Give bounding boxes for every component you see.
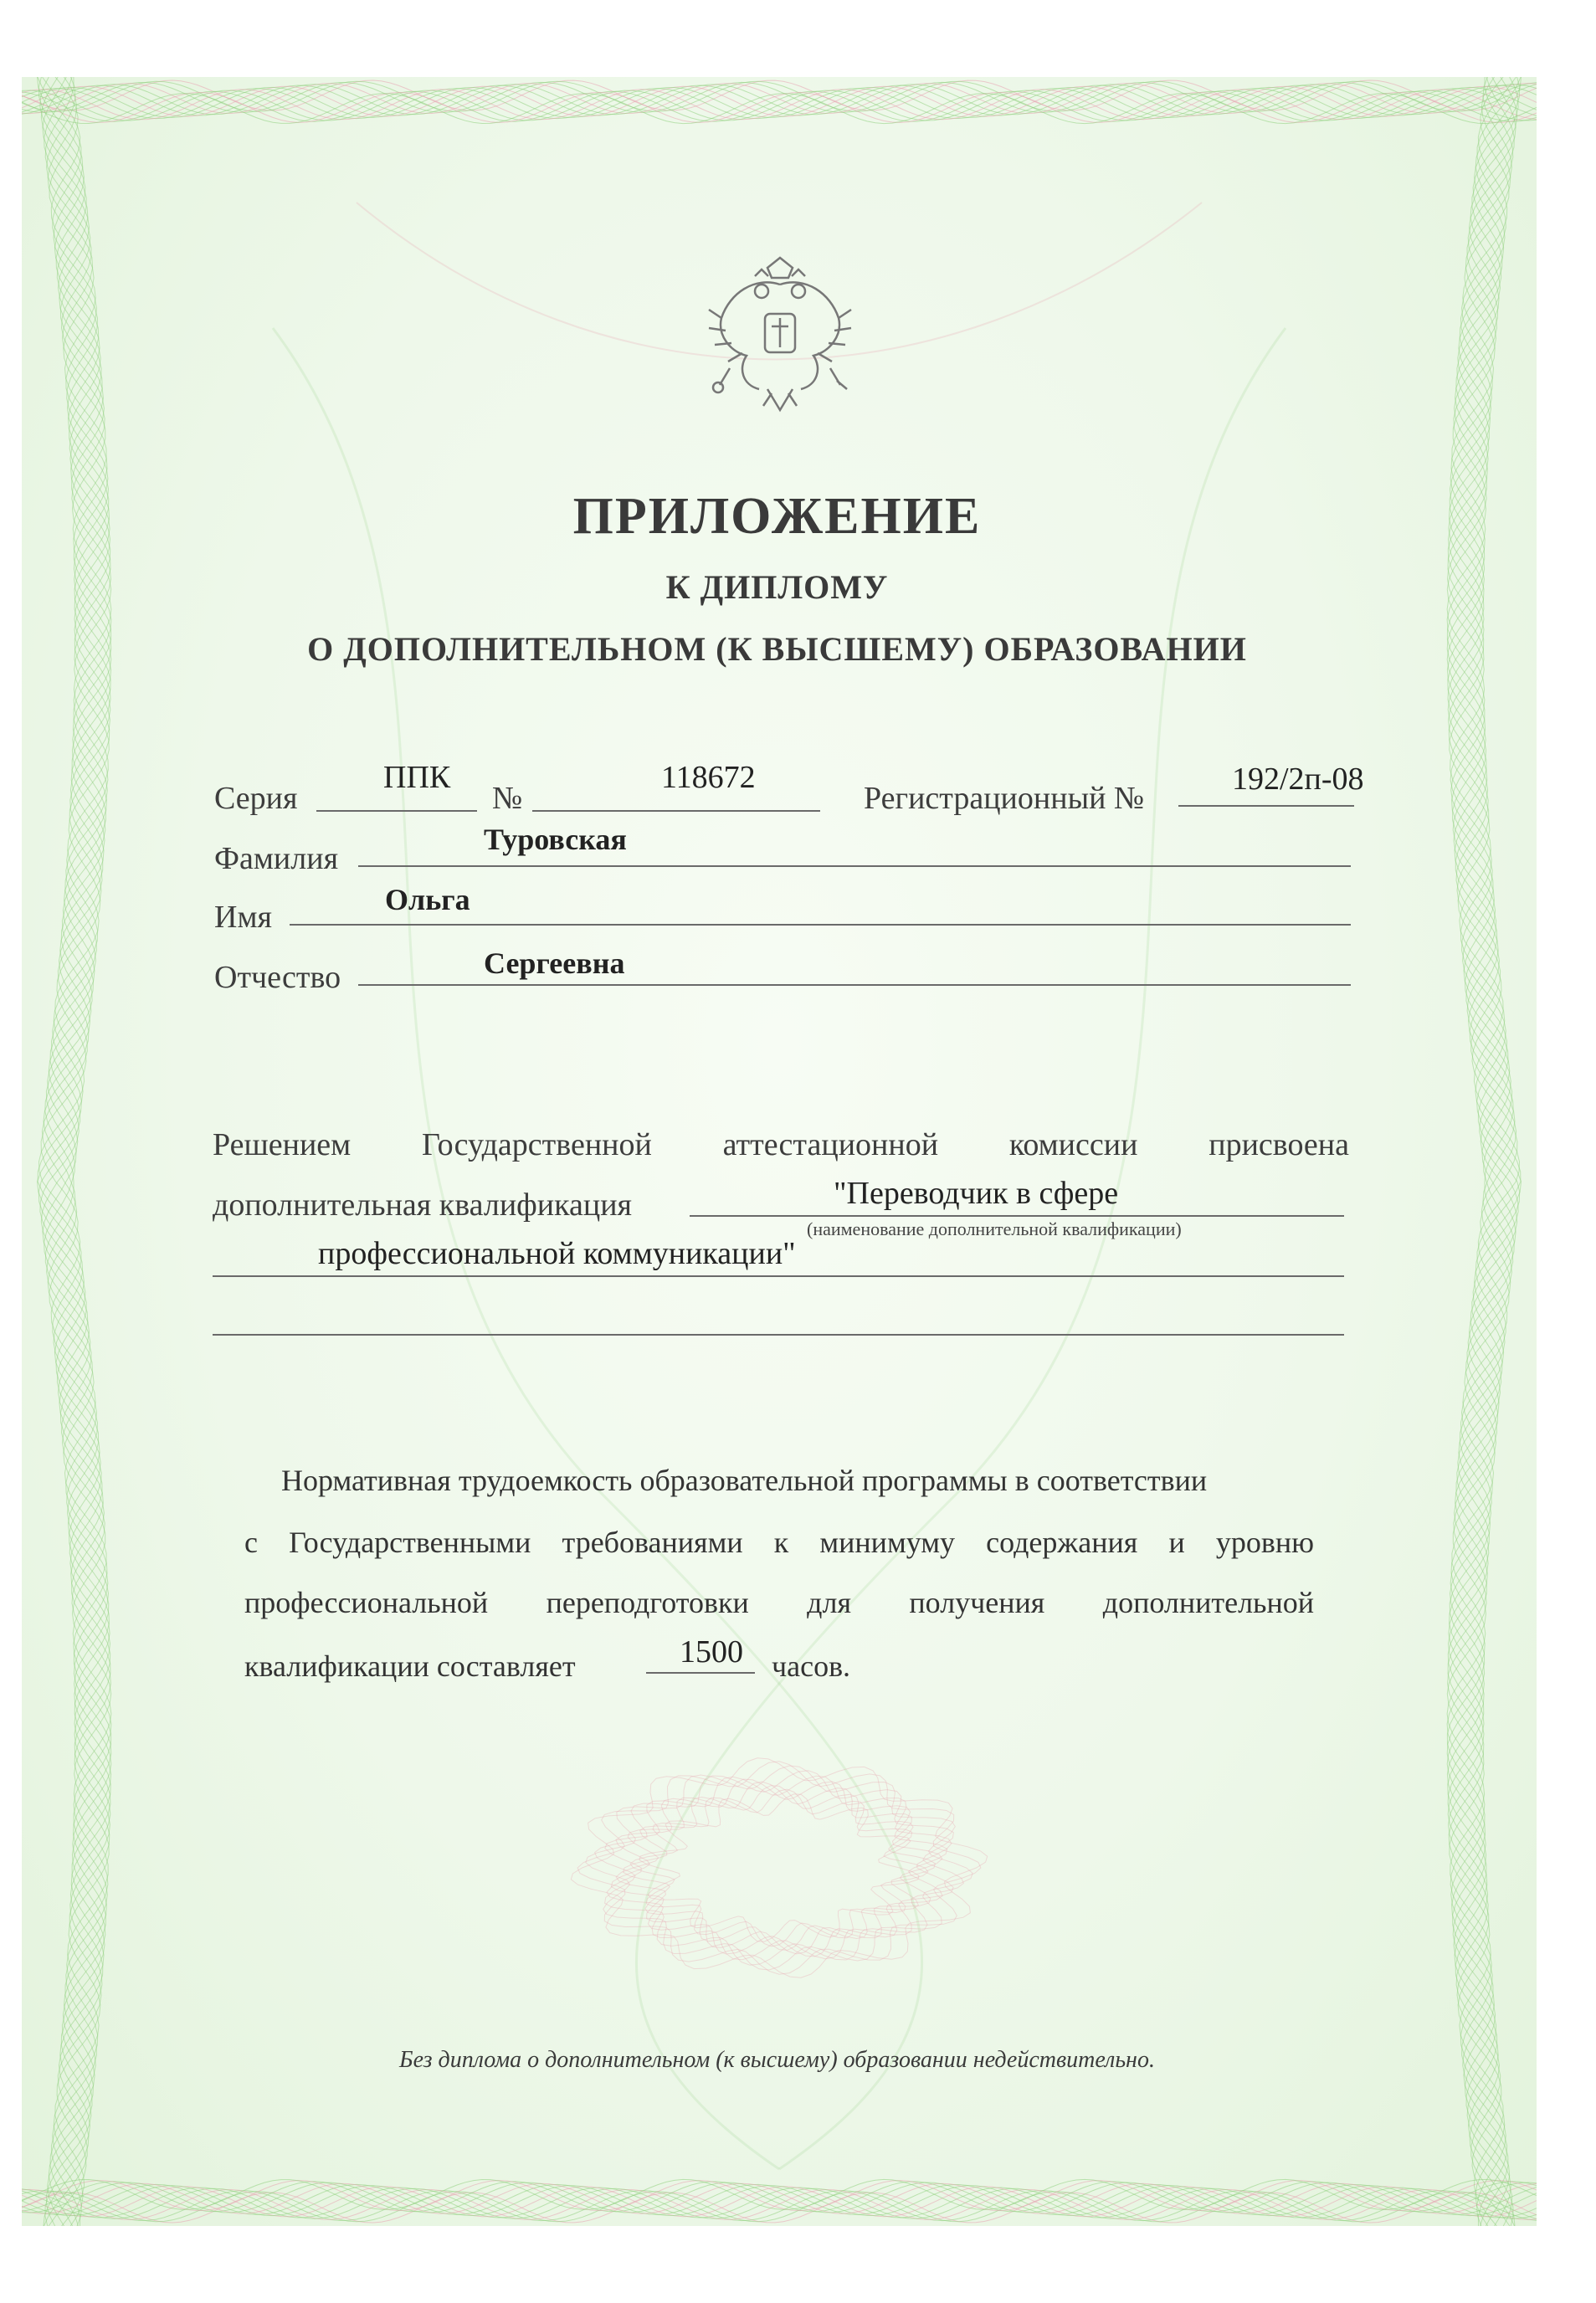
- series-label: Серия: [214, 781, 298, 816]
- qualification-underline-1: [690, 1215, 1344, 1217]
- patronymic-underline: [358, 984, 1351, 986]
- first-name-label: Имя: [214, 900, 272, 935]
- surname-underline: [358, 865, 1351, 867]
- russian-coat-of-arms-icon: [696, 251, 864, 418]
- qualification-underline-2: [213, 1275, 1344, 1277]
- registration-underline: [1178, 805, 1354, 807]
- guilloche-line: [639, 1794, 919, 1941]
- number-underline: [532, 810, 820, 812]
- qualification-value-line-2: профессиональной коммуникации": [318, 1236, 796, 1271]
- guilloche-line: [39, 77, 111, 2226]
- workload-line-4-suffix: часов.: [772, 1649, 851, 1683]
- workload-line-1: Нормативная трудоемкость образовательной программы в соответствии: [281, 1464, 1208, 1497]
- number-value: 118672: [661, 760, 756, 795]
- decision-word: комиссии: [1008, 1127, 1138, 1162]
- guilloche-line: [22, 87, 1537, 117]
- patronymic-value: Сергеевна: [484, 946, 625, 980]
- workload-line-2: с Государственными требованиями к минимуму содержания и уровню: [244, 1526, 1314, 1559]
- series-underline: [316, 810, 477, 812]
- guilloche-line: [22, 89, 1537, 119]
- hours-value: 1500: [680, 1634, 743, 1670]
- decision-word: присвоена: [1209, 1127, 1349, 1162]
- patronymic-label: Отчество: [214, 960, 341, 995]
- guilloche-line: [1447, 77, 1519, 2226]
- qualification-underline-3: [213, 1334, 1344, 1336]
- document-subtitle-2: О ДОПОЛНИТЕЛЬНОМ (К ВЫСШЕМУ) ОБРАЗОВАНИИ: [307, 630, 1247, 668]
- workload-line-4-prefix: квалификации составляет: [244, 1649, 576, 1683]
- registration-label: Регистрационный №: [864, 781, 1145, 816]
- surname-value: Туровская: [484, 823, 627, 856]
- registration-value: 192/2п-08: [1232, 762, 1364, 797]
- series-value: ППК: [383, 760, 451, 795]
- qualification-label: дополнительная квалификация: [213, 1187, 633, 1223]
- document-title: ПРИЛОЖЕНИЕ: [572, 488, 982, 545]
- decision-word: Решением: [213, 1127, 352, 1162]
- guilloche-line: [22, 2186, 1537, 2216]
- guilloche-line: [22, 84, 1537, 114]
- guilloche-line: [22, 2184, 1537, 2214]
- qualification-caption: (наименование дополнительной квалификации): [807, 1218, 1182, 1239]
- guilloche-line: [40, 77, 111, 2226]
- workload-line-3: профессиональной переподготовки для получения дополнительной: [244, 1586, 1314, 1619]
- guilloche-line: [44, 77, 110, 2226]
- guilloche-line: [616, 1782, 942, 1954]
- qualification-value-line-1: "Переводчик в сфере: [834, 1176, 1119, 1211]
- guilloche-line: [1447, 77, 1518, 2226]
- guilloche-line: [630, 1789, 928, 1947]
- guilloche-line: [22, 94, 1537, 124]
- hours-underline: [646, 1672, 755, 1674]
- surname-label: Фамилия: [214, 841, 339, 876]
- guilloche-line: [1448, 77, 1515, 2226]
- guilloche-line: [22, 2179, 1537, 2209]
- decision-line-1: [213, 1126, 1349, 1163]
- document-subtitle: К ДИПЛОМУ: [665, 568, 889, 606]
- decision-word: аттестационной: [722, 1127, 939, 1162]
- guilloche-line: [1448, 77, 1514, 2226]
- decision-word: Государственной: [422, 1127, 652, 1162]
- first-name-value: Ольга: [385, 883, 470, 916]
- guilloche-line: [1447, 77, 1520, 2226]
- guilloche-line: [22, 2189, 1537, 2219]
- guilloche-line: [38, 77, 111, 2226]
- number-label: №: [492, 781, 523, 816]
- first-name-underline: [290, 924, 1351, 926]
- guilloche-line: [595, 1771, 964, 1966]
- guilloche-line: [44, 77, 110, 2226]
- guilloche-line: [611, 1779, 947, 1957]
- validity-note: Без диплома о дополнительном (к высшему) образовании недействительно.: [399, 2047, 1155, 2073]
- guilloche-line: [624, 1786, 936, 1951]
